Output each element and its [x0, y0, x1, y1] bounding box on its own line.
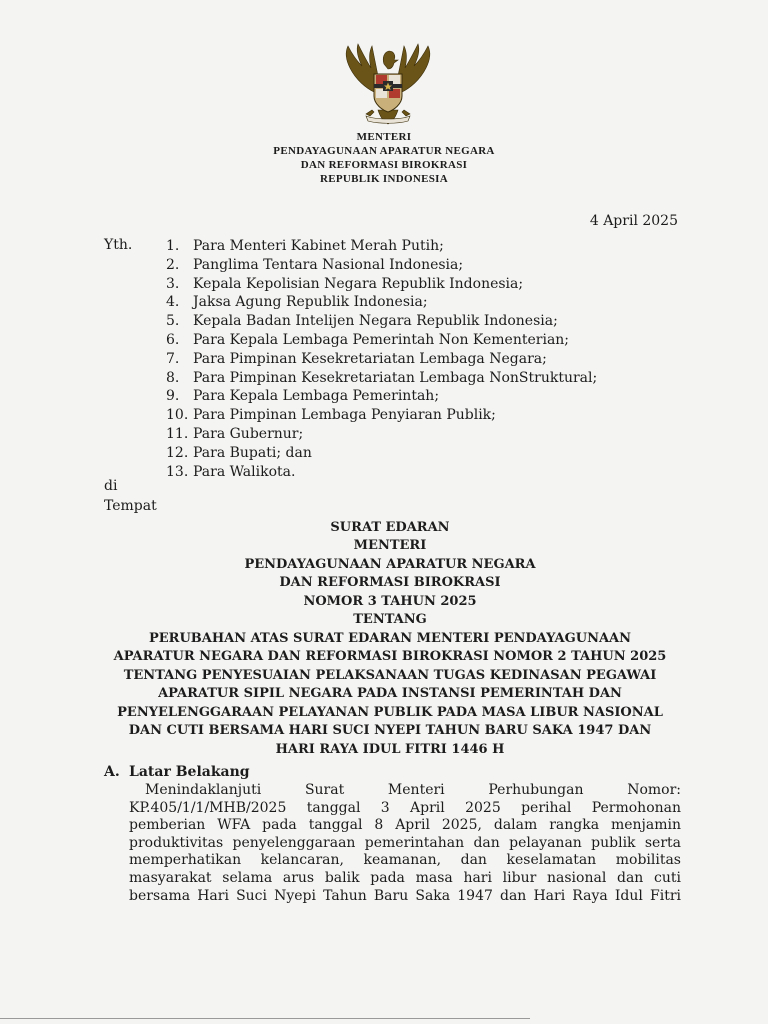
section-title: Latar Belakang [129, 764, 250, 780]
list-item [166, 387, 597, 406]
list-number: 8. [166, 369, 180, 386]
list-number: 10. [166, 407, 189, 424]
address-block [104, 476, 157, 516]
list-text: Para Walikota. [193, 463, 296, 480]
list-text: Panglima Tentara Nasional Indonesia; [193, 256, 464, 273]
list-text: Para Gubernur; [193, 425, 304, 442]
list-text: Para Kepala Lembaga Pemerintah Non Kementerian; [193, 331, 570, 348]
list-text: Para Bupati; dan [193, 444, 312, 461]
title-line: PENDAYAGUNAAN APARATUR NEGARA [244, 557, 536, 572]
title-line: DAN CUTI BERSAMA HARI SUCI NYEPI TAHUN BARU SAKA 1947 DAN [128, 723, 652, 738]
list-number: 2. [166, 256, 180, 273]
list-number: 7. [166, 350, 180, 367]
list-text: Para Pimpinan Lembaga Penyiaran Publik; [193, 407, 496, 424]
list-item [166, 275, 597, 294]
title-line: SURAT EDARAN [330, 520, 450, 535]
title-line: APARATUR NEGARA DAN REFORMASI BIROKRASI NOMOR 2 TAHUN 2025 [113, 649, 667, 664]
title-line: TENTANG [353, 612, 427, 627]
list-number: 6. [166, 331, 180, 348]
title-line: APARATUR SIPIL NEGARA PADA INSTANSI PEMERINTAH DAN [158, 686, 622, 701]
title-line: NOMOR 3 TAHUN 2025 [303, 594, 477, 609]
list-text: Para Pimpinan Kesekretariatan Lembaga NonStruktural; [193, 369, 598, 386]
list-number: 4. [166, 294, 180, 311]
letterhead-line-1: MENTERI [356, 131, 412, 143]
letterhead-line-3: DAN REFORMASI BIROKRASI [300, 159, 468, 171]
garuda-emblem-icon [336, 40, 440, 128]
letterhead-line-2: PENDAYAGUNAAN APARATUR NEGARA [273, 145, 495, 157]
list-text: Para Kepala Lembaga Pemerintah; [193, 388, 440, 405]
letterhead-line-4: REPUBLIK INDONESIA [320, 173, 448, 185]
list-item [166, 293, 597, 312]
list-text: Para Menteri Kabinet Merah Putih; [193, 238, 444, 254]
page-edge-divider [0, 1018, 530, 1019]
salutation: Yth. [104, 237, 133, 253]
section-label: A. [104, 764, 120, 780]
list-item [166, 369, 597, 388]
title-line: DAN REFORMASI BIROKRASI [279, 575, 501, 590]
list-text: Jaksa Agung Republik Indonesia; [193, 294, 428, 311]
list-item [166, 463, 597, 482]
list-item [166, 406, 597, 425]
body-paragraph [129, 782, 681, 905]
paragraph-line: Menindaklanjuti Surat Menteri Perhubungan Nomor: [145, 782, 681, 798]
address-tempat: Tempat [104, 498, 157, 514]
paragraph-line: produktivitas penyelenggaraan pemerintahan dan pelayanan publik serta [129, 834, 681, 851]
list-item [166, 256, 597, 275]
title-line: PENYELENGGARAAN PELAYANAN PUBLIK PADA MASA LIBUR NASIONAL [117, 705, 663, 720]
list-item [166, 331, 597, 350]
list-text: Kepala Badan Intelijen Negara Republik Indonesia; [193, 313, 558, 330]
list-item [166, 425, 597, 444]
paragraph-line: memperhatikan kelancaran, keamanan, dan keselamatan mobilitas [129, 852, 681, 869]
list-item [166, 350, 597, 369]
list-number: 11. [166, 425, 189, 442]
paragraph-line: pemberian WFA pada tanggal 8 April 2025, dalam rangka menjamin [129, 817, 681, 834]
paragraph-line: bersama Hari Suci Nyepi Tahun Baru Saka 1947 dan Hari Raya Idul Fitri [129, 887, 681, 904]
paragraph-line: KP.405/1/1/MHB/2025 tanggal 3 April 2025 perihal Permohonan [129, 799, 681, 816]
list-item [166, 312, 597, 331]
list-number: 13. [166, 463, 189, 480]
list-number: 9. [166, 388, 180, 405]
list-item [166, 444, 597, 463]
recipient-list [166, 237, 597, 481]
title-line: MENTERI [353, 538, 427, 553]
letter-date: 4 April 2025 [589, 213, 678, 229]
list-text: Para Pimpinan Kesekretariatan Lembaga Negara; [193, 350, 547, 367]
title-line: TENTANG PENYESUAIAN PELAKSANAAN TUGAS KEDINASAN PEGAWAI [123, 668, 657, 683]
list-item [166, 237, 597, 256]
list-number: 12. [166, 444, 189, 461]
list-number: 3. [166, 275, 180, 292]
list-text: Kepala Kepolisian Negara Republik Indonesia; [193, 275, 524, 292]
title-line: HARI RAYA IDUL FITRI 1446 H [275, 742, 505, 757]
list-number: 1. [166, 238, 180, 254]
address-di: di [104, 478, 118, 494]
title-line: PERUBAHAN ATAS SURAT EDARAN MENTERI PENDAYAGUNAAN [148, 631, 632, 646]
paragraph-line: masyarakat selama arus balik pada masa hari libur nasional dan cuti [129, 869, 681, 886]
list-number: 5. [166, 313, 180, 330]
section-heading [104, 764, 250, 780]
